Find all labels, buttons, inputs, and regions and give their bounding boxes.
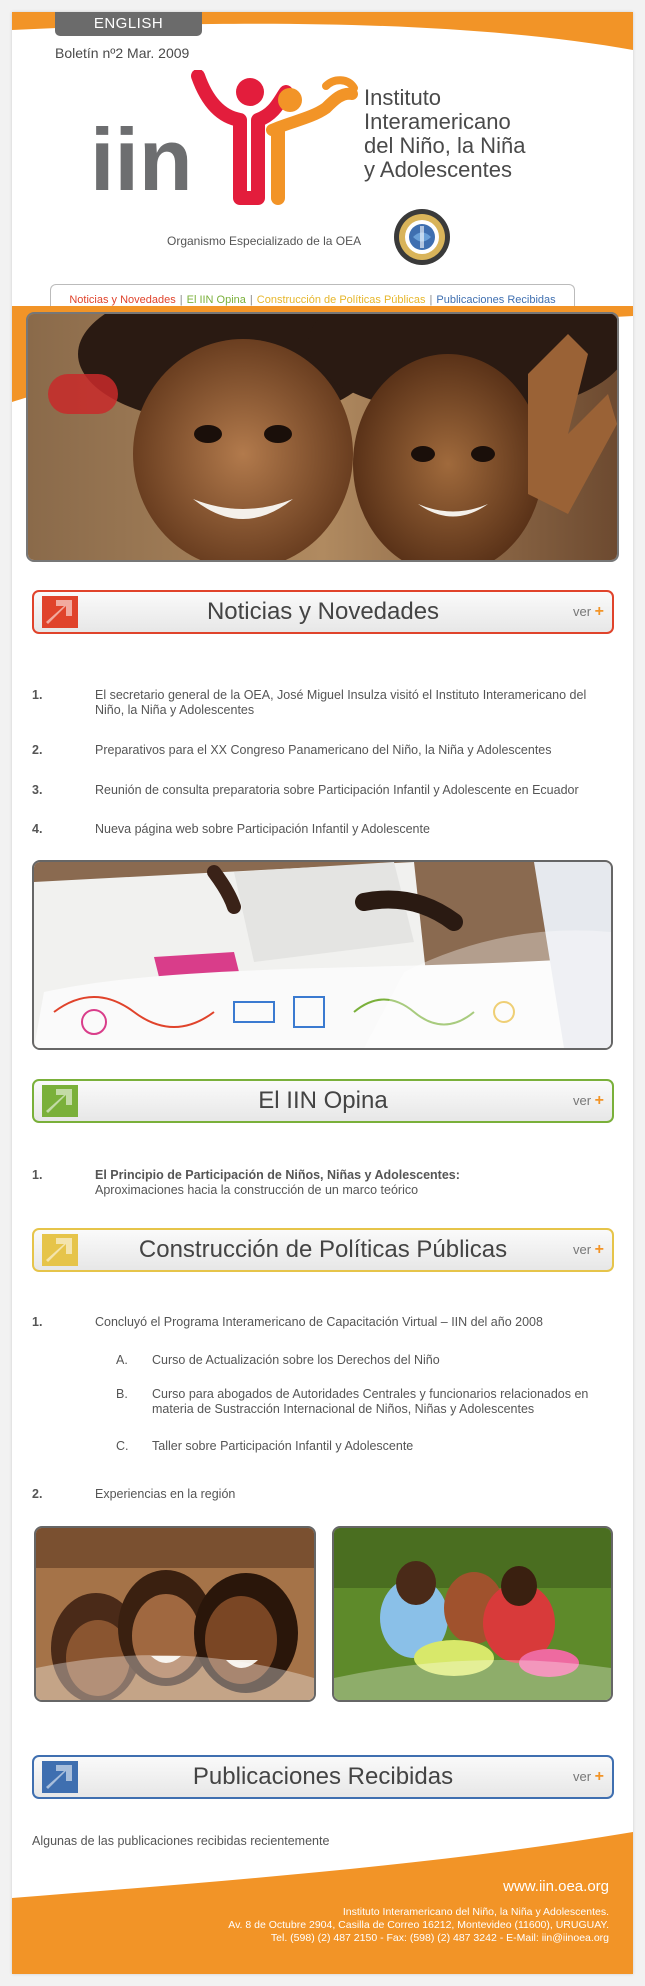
plus-icon: + bbox=[594, 603, 604, 620]
opinion-title: El Principio de Participación de Niños, Niñas y Adolescentes: bbox=[95, 1168, 460, 1182]
item-number: 2. bbox=[32, 743, 43, 757]
section-header-noticias bbox=[32, 590, 614, 634]
section-title: Noticias y Novedades bbox=[206, 598, 440, 625]
oas-seal-icon bbox=[393, 208, 451, 266]
ver-more-link[interactable]: ver + bbox=[572, 603, 604, 620]
sub-item-letter: A. bbox=[116, 1353, 128, 1367]
photo-children-drawing bbox=[32, 860, 613, 1050]
section-header-opina bbox=[32, 1079, 614, 1123]
sub-item-letter: B. bbox=[116, 1387, 128, 1401]
institute-line-3: del Niño, la Niña bbox=[364, 133, 526, 158]
item-number: 1. bbox=[32, 688, 43, 702]
section-title: Construcción de Políticas Públicas bbox=[138, 1236, 508, 1263]
item-number: 1. bbox=[32, 1168, 43, 1182]
issue-label: Boletín nº2 Mar. 2009 bbox=[55, 45, 190, 61]
news-link[interactable]: El secretario general de la OEA, José Miguel Insulza visitó el Instituto Interamericano del Niño, la Niña y Adolescentes bbox=[95, 688, 587, 717]
plus-icon: + bbox=[594, 1092, 604, 1109]
footer-band bbox=[12, 1832, 633, 1974]
footer-address-line: Instituto Interamericano del Niño, la Niña y Adolescentes. bbox=[342, 1906, 609, 1918]
nav-item-opina[interactable]: El IIN Opina bbox=[186, 293, 246, 306]
language-tab-english[interactable]: ENGLISH bbox=[55, 12, 202, 36]
opinion-link[interactable] bbox=[95, 1168, 610, 1198]
section-header-publicaciones bbox=[32, 1755, 614, 1799]
item-number: 4. bbox=[32, 822, 43, 836]
nav-separator: | bbox=[249, 293, 253, 306]
footer-website-link[interactable]: www.iin.oea.org bbox=[503, 1878, 609, 1895]
footer-address-line: Av. 8 de Octubre 2904, Casilla de Correo 16212, Montevideo (11600), URUGUAY. bbox=[228, 1919, 609, 1931]
ver-more-link[interactable]: ver + bbox=[572, 1092, 604, 1109]
institute-name bbox=[364, 86, 525, 182]
institute-line-4: y Adolescentes bbox=[364, 157, 512, 182]
opinion-subtitle: Aproximaciones hacia la construcción de un marco teórico bbox=[95, 1183, 419, 1197]
policy-link[interactable]: Concluyó el Programa Interamericano de Capacitación Virtual – IIN del año 2008 bbox=[95, 1315, 543, 1329]
item-number: 1. bbox=[32, 1315, 43, 1329]
footer-contact-line[interactable]: Tel. (598) (2) 487 2150 - Fax: (598) (2) 487 3242 - E-Mail: iin@iinoea.org bbox=[270, 1932, 609, 1944]
section-title: Publicaciones Recibidas bbox=[192, 1763, 454, 1790]
footer-address bbox=[228, 1906, 609, 1945]
photo-girls-smiling bbox=[34, 1526, 316, 1702]
newsletter-page bbox=[12, 12, 633, 1974]
news-link[interactable]: Nueva página web sobre Participación Infantil y Adolescente bbox=[95, 822, 430, 836]
nav-item-noticias[interactable]: Noticias y Novedades bbox=[69, 293, 176, 306]
institute-line-1: Instituto bbox=[364, 85, 442, 110]
organization-label: Organismo Especializado de la OEA bbox=[167, 234, 362, 248]
photo-children-playing bbox=[332, 1526, 613, 1702]
course-link[interactable]: Taller sobre Participación Infantil y Adolescente bbox=[152, 1439, 414, 1453]
plus-icon: + bbox=[594, 1241, 604, 1258]
nav-separator: | bbox=[179, 293, 183, 306]
course-link[interactable]: Curso de Actualización sobre los Derechos del Niño bbox=[152, 1353, 440, 1367]
course-link[interactable]: Curso para abogados de Autoridades Centrales y funcionarios relacionados en materia de Sustracción Internacional de Niños, Niñas y Adolescentes bbox=[152, 1387, 589, 1416]
item-number: 2. bbox=[32, 1487, 43, 1501]
sub-item-letter: C. bbox=[116, 1439, 129, 1453]
institute-line-2: Interamericano bbox=[364, 109, 511, 134]
publications-text: Algunas de las publicaciones recibidas recientemente bbox=[32, 1834, 330, 1848]
nav-separator: | bbox=[429, 293, 433, 306]
policy-link[interactable]: Experiencias en la región bbox=[95, 1487, 236, 1501]
plus-icon: + bbox=[594, 1768, 604, 1785]
ver-more-link[interactable]: ver + bbox=[572, 1241, 604, 1258]
section-title: El IIN Opina bbox=[258, 1087, 388, 1114]
iin-logo bbox=[90, 70, 360, 210]
ver-more-link[interactable]: ver + bbox=[572, 1768, 604, 1785]
logo-letters: iin bbox=[90, 110, 193, 209]
news-link[interactable]: Reunión de consulta preparatoria sobre Participación Infantil y Adolescente en Ecuador bbox=[95, 783, 579, 797]
nav-item-politicas[interactable]: Construcción de Políticas Públicas bbox=[256, 293, 426, 306]
news-link[interactable]: Preparativos para el XX Congreso Panamericano del Niño, la Niña y Adolescentes bbox=[95, 743, 552, 757]
item-number: 3. bbox=[32, 783, 43, 797]
section-header-politicas bbox=[32, 1228, 614, 1272]
hero-photo-children bbox=[26, 312, 619, 562]
nav-item-publicaciones[interactable]: Publicaciones Recibidas bbox=[436, 293, 556, 306]
